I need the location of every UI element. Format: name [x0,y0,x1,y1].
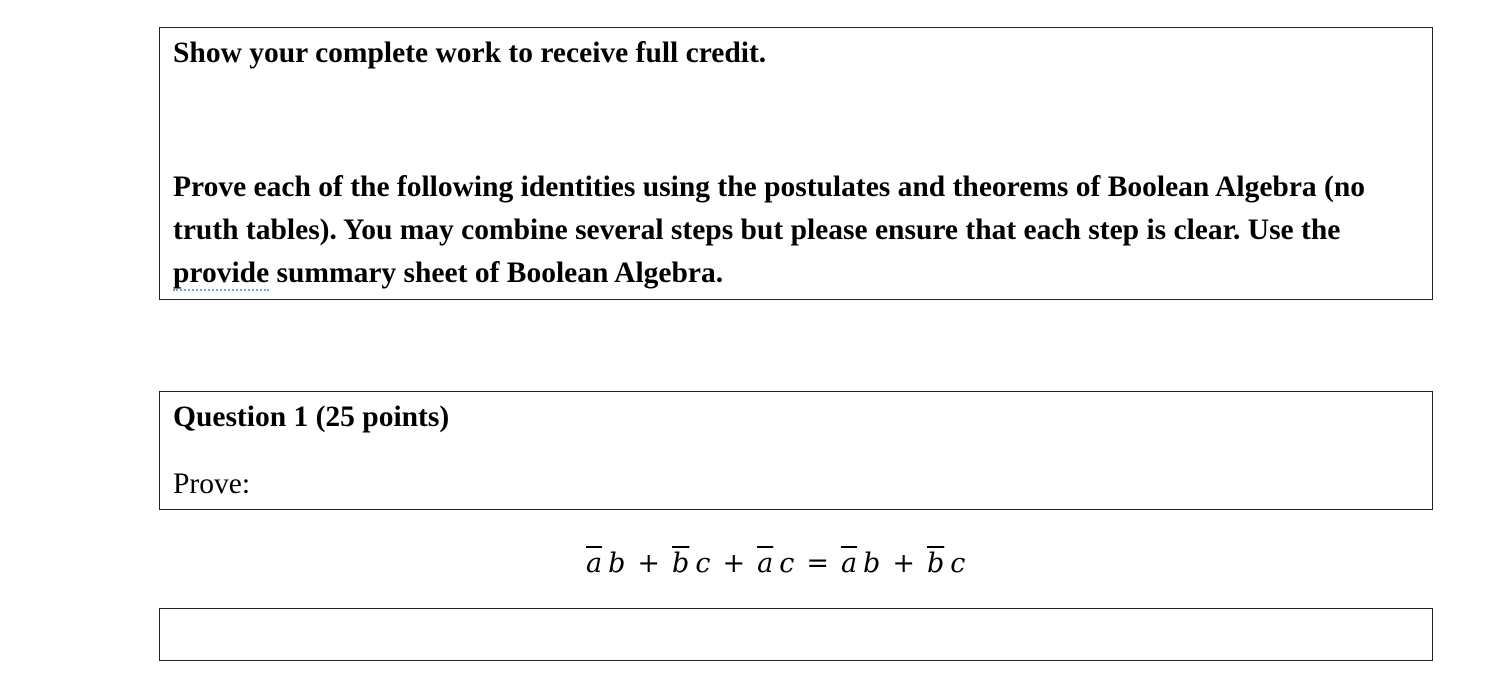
variable-a-complement: $\overline{a}$ [840,548,858,579]
instructions-box [159,27,1433,300]
variable-c: c [950,548,966,579]
equals-operator: = [806,548,829,579]
variable-b-complement: $\overline{b}$ [672,548,690,579]
instructions-text-before: Prove each of the following identities using the postulates and theorems of Boolean Algebra (no truth tables). You may combine several steps but please ensure that each step is clear. Use the [173,171,1366,246]
rhs-term [838,548,883,579]
lhs-term [754,548,797,579]
plus-operator: + [637,548,661,579]
question-title: Question 1 (25 points) [173,401,450,433]
variable-a-complement: $\overline{a}$ [757,548,774,579]
flagged-word[interactable]: provide [173,257,270,289]
variable-c: c [779,548,795,579]
credit-note: Show your complete work to receive full credit. [173,37,767,69]
lhs-term [583,548,628,579]
variable-b: b [863,548,881,579]
prove-label: Prove: [173,468,251,500]
variable-b: b [608,548,626,579]
variable-a-complement: $\overline{a}$ [586,548,603,579]
variable-b-complement: $\overline{b}$ [926,548,945,579]
lhs-term [669,548,713,579]
answer-box[interactable] [159,608,1433,661]
question-box [159,391,1433,510]
instructions-text-after: summary sheet of Boolean Algebra. [269,257,724,289]
variable-c: c [695,548,711,579]
plus-operator: + [722,548,746,579]
instructions-paragraph [173,166,1418,295]
plus-operator: + [892,548,915,579]
rhs-term [924,548,968,579]
boolean-identity-equation [583,538,968,590]
